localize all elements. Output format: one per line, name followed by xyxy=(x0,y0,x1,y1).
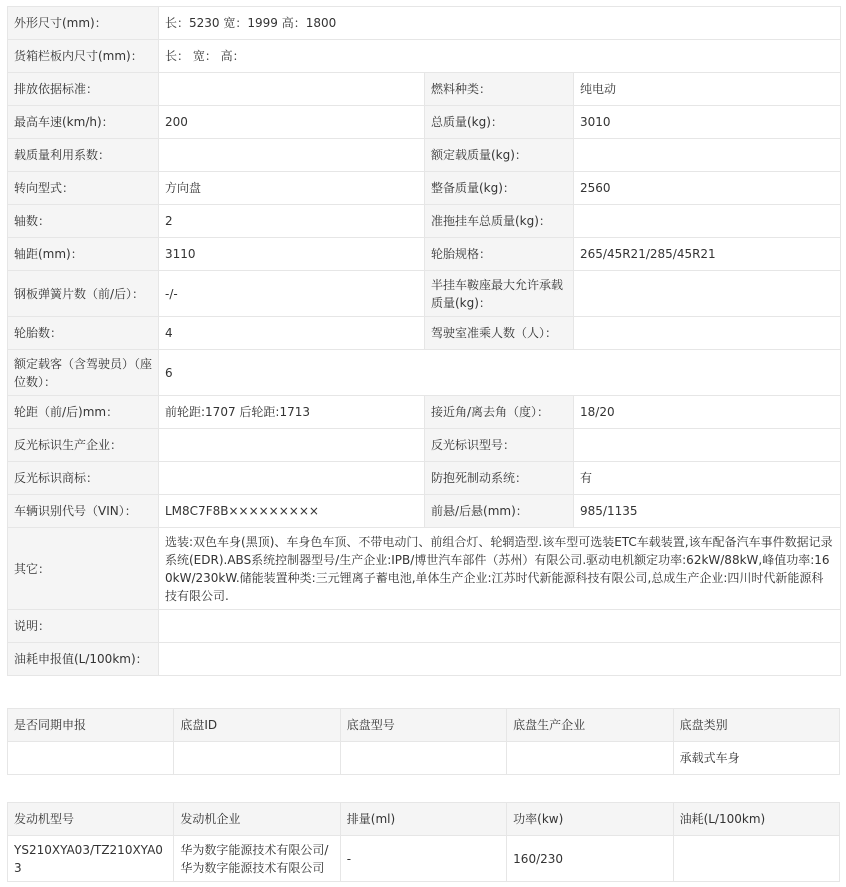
spec-row-other xyxy=(8,528,841,610)
spec-value xyxy=(574,205,841,238)
spec-label: 轮距（前/后)mm： xyxy=(8,396,159,429)
spec-row xyxy=(8,429,841,462)
spec-label: 轮胎数： xyxy=(8,317,159,350)
spec-value xyxy=(574,139,841,172)
spec-value: 前轮距:1707 后轮距:1713 xyxy=(159,396,425,429)
spec-value xyxy=(159,73,425,106)
spec-row xyxy=(8,271,841,317)
engine-table xyxy=(7,802,840,882)
table-cell xyxy=(340,742,506,775)
column-header: 底盘ID xyxy=(174,709,340,742)
spec-row-fuel xyxy=(8,643,841,676)
spec-row-seating xyxy=(8,350,841,396)
column-header: 底盘类别 xyxy=(673,709,839,742)
spec-label: 轮胎规格： xyxy=(425,238,574,271)
column-header: 发动机企业 xyxy=(174,803,340,836)
table-cell xyxy=(174,742,340,775)
spec-label: 排放依据标准： xyxy=(8,73,159,106)
spec-value xyxy=(574,429,841,462)
spec-value xyxy=(159,643,841,676)
spec-row-cargo-box xyxy=(8,40,841,73)
spec-label: 钢板弹簧片数（前/后）： xyxy=(8,271,159,317)
spec-row xyxy=(8,106,841,139)
spec-label: 车辆识别代号（VIN）： xyxy=(8,495,159,528)
spec-label: 额定载质量(kg)： xyxy=(425,139,574,172)
table-cell xyxy=(507,742,673,775)
table-cell xyxy=(673,836,839,882)
spec-value: 纯电动 xyxy=(574,73,841,106)
spec-row xyxy=(8,205,841,238)
spec-label: 驾驶室准乘人数（人）： xyxy=(425,317,574,350)
table-cell: 华为数字能源技术有限公司/华为数字能源技术有限公司 xyxy=(174,836,340,882)
spec-value: 长： 宽： 高： xyxy=(159,40,841,73)
spec-label: 货箱栏板内尺寸(mm)： xyxy=(8,40,159,73)
spec-label: 轴距(mm)： xyxy=(8,238,159,271)
spec-label: 转向型式： xyxy=(8,172,159,205)
spec-label: 前悬/后悬(mm)： xyxy=(425,495,574,528)
spec-label: 说明： xyxy=(8,610,159,643)
spec-label: 整备质量(kg)： xyxy=(425,172,574,205)
chassis-header-row xyxy=(8,709,840,742)
spec-label: 半挂车鞍座最大允许承载质量(kg)： xyxy=(425,271,574,317)
table-cell: - xyxy=(340,836,506,882)
spec-row xyxy=(8,139,841,172)
spec-row xyxy=(8,495,841,528)
column-header: 底盘生产企业 xyxy=(507,709,673,742)
column-header: 发动机型号 xyxy=(8,803,174,836)
spec-value: 3010 xyxy=(574,106,841,139)
spec-value xyxy=(159,610,841,643)
spec-value: 长：5230 宽：1999 高：1800 xyxy=(159,7,841,40)
table-cell: 160/230 xyxy=(507,836,673,882)
spec-label: 外形尺寸(mm)： xyxy=(8,7,159,40)
spec-value: LM8C7F8B××××××××× xyxy=(159,495,425,528)
spec-label: 反光标识型号： xyxy=(425,429,574,462)
spec-value: 265/45R21/285/45R21 xyxy=(574,238,841,271)
spec-label: 轴数： xyxy=(8,205,159,238)
spec-value xyxy=(159,429,425,462)
spec-row xyxy=(8,317,841,350)
table-row xyxy=(8,836,840,882)
spec-label: 其它： xyxy=(8,528,159,610)
spec-value: 6 xyxy=(159,350,841,396)
table-row xyxy=(8,742,840,775)
vehicle-spec-table xyxy=(7,6,841,676)
spec-row-notes xyxy=(8,610,841,643)
spec-row xyxy=(8,73,841,106)
spec-label: 额定载客（含驾驶员）（座位数）： xyxy=(8,350,159,396)
spec-value: 200 xyxy=(159,106,425,139)
spec-value xyxy=(159,462,425,495)
spec-value: 985/1135 xyxy=(574,495,841,528)
spec-row xyxy=(8,172,841,205)
spec-value xyxy=(574,317,841,350)
spec-label: 反光标识生产企业： xyxy=(8,429,159,462)
spec-row-dimensions xyxy=(8,7,841,40)
spec-row xyxy=(8,396,841,429)
spec-label: 防抱死制动系统： xyxy=(425,462,574,495)
spec-value: 3110 xyxy=(159,238,425,271)
spec-label: 油耗申报值(L/100km)： xyxy=(8,643,159,676)
spec-label: 燃料种类： xyxy=(425,73,574,106)
column-header: 底盘型号 xyxy=(340,709,506,742)
spec-row xyxy=(8,238,841,271)
spec-value: 2 xyxy=(159,205,425,238)
column-header: 油耗(L/100km) xyxy=(673,803,839,836)
spec-label: 总质量(kg)： xyxy=(425,106,574,139)
column-header: 排量(ml) xyxy=(340,803,506,836)
spec-label: 最高车速(km/h)： xyxy=(8,106,159,139)
spec-label: 反光标识商标： xyxy=(8,462,159,495)
chassis-table xyxy=(7,708,840,775)
spec-value: 18/20 xyxy=(574,396,841,429)
spec-value: 方向盘 xyxy=(159,172,425,205)
table-cell: YS210XYA03/TZ210XYA03 xyxy=(8,836,174,882)
spec-value-other: 选装:双色车身(黑顶)、车身色车顶、不带电动门、前组合灯、轮辋造型.该车型可选装ETC车载装置,该车配备汽车事件数据记录系统(EDR).ABS系统控制器型号/生产企业:IPB/博世汽车部件（苏州）有限公司.驱动电机额定功率:62kW/88kW,峰值功率:160kW/230kW.储能装置种类:三元锂离子蓄电池,单体生产企业:江苏时代新能源科技有限公司,总成生产企业:四川时代新能源科技有限公司. xyxy=(159,528,841,610)
table-cell: 承载式车身 xyxy=(673,742,839,775)
spec-value: 有 xyxy=(574,462,841,495)
spec-label: 准拖挂车总质量(kg)： xyxy=(425,205,574,238)
spec-label: 接近角/离去角（度）： xyxy=(425,396,574,429)
spec-value: 4 xyxy=(159,317,425,350)
spec-row xyxy=(8,462,841,495)
spec-value xyxy=(159,139,425,172)
spec-value xyxy=(574,271,841,317)
spec-value: 2560 xyxy=(574,172,841,205)
engine-header-row xyxy=(8,803,840,836)
column-header: 是否同期申报 xyxy=(8,709,174,742)
spec-label: 载质量利用系数： xyxy=(8,139,159,172)
table-cell xyxy=(8,742,174,775)
column-header: 功率(kw) xyxy=(507,803,673,836)
spec-value: -/- xyxy=(159,271,425,317)
